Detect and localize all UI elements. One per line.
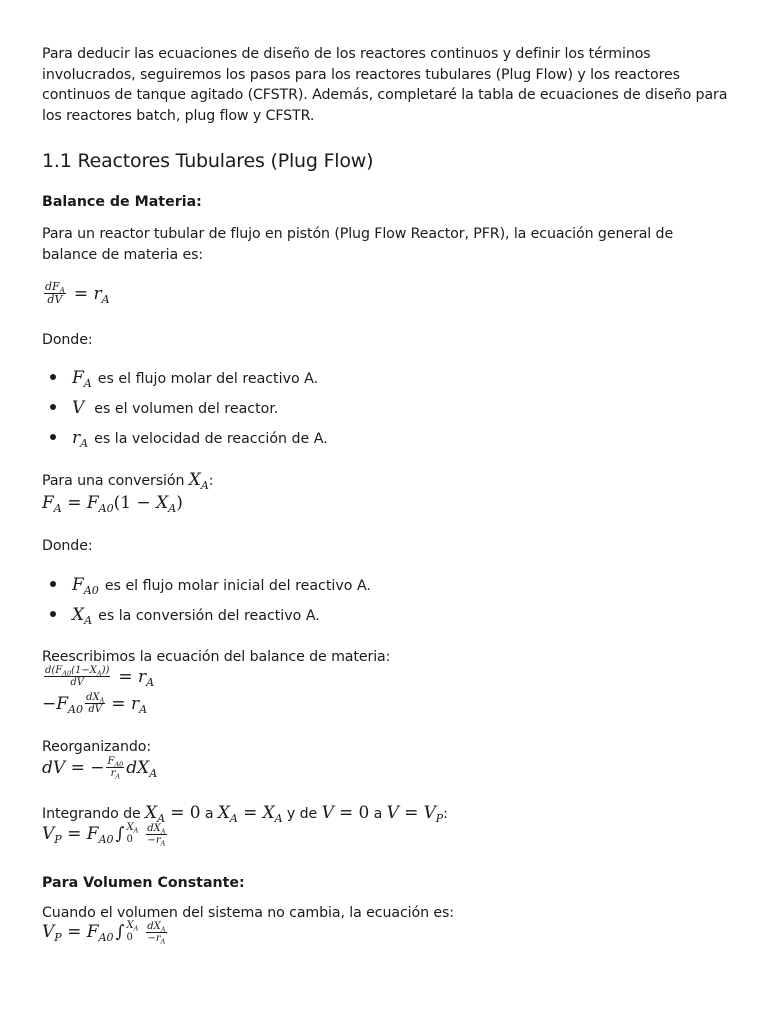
- list-item: $r_A$ es la velocidad de reacción de A.: [50, 428, 328, 448]
- equation-rewritten-1: $\frac{d(F_{A0}(1-X_A))}{dV}$ = $r_A$: [45, 665, 155, 689]
- balance-heading: Balance de Materia:: [42, 194, 202, 210]
- equation-integral-1: $V_P = F_{A0}$ ∫ $X_A$ 0 $\frac{dX_A}{-r_A}$: [42, 822, 166, 847]
- reescribimos-text: Reescribimos la ecuación del balance de materia:: [42, 649, 391, 665]
- integrando-line: Integrando de $X_A = 0$ a $X_A = X_A$ y de V = 0 a $V = V_P$:: [42, 803, 448, 825]
- list-item: $F_{A0}$ es el flujo molar inicial del reactivo A.: [50, 575, 371, 595]
- donde-label-2: Donde:: [42, 538, 93, 554]
- constant-volume-heading: Para Volumen Constante:: [42, 875, 245, 891]
- constant-volume-text: Cuando el volumen del sistema no cambia, la ecuación es:: [42, 905, 454, 921]
- equation-balance: $\frac{dF_A}{dV}$ = $r_A$: [45, 280, 110, 306]
- list-item: $X_A$ es la conversión del reactivo A.: [50, 605, 320, 625]
- intro-paragraph: Para deducir las ecuaciones de diseño de los reactores continuos y definir los términos involucrados, seguiremos los pasos para los reactores tubulares (Plug Flow) y los reactores continuos de tanque agitado (CFSTR). Además, completaré la tabla de ecuaciones de diseño para los reactores batch, plug flow y CFSTR.: [42, 46, 728, 124]
- equation-integral-2: $V_P = F_{A0}$ ∫ $X_A$ 0 $\frac{dX_A}{-r_A}$: [42, 920, 166, 945]
- equation-conversion: $F_A = F_{A0}(1 - X_A)$: [42, 493, 183, 515]
- section-title: 1.1 Reactores Tubulares (Plug Flow): [42, 150, 374, 172]
- equation-reorganized: dV = − $\frac{F_{A0}}{r_A}$ $dX_A$: [42, 756, 158, 781]
- list-item: $F_A$ es el flujo molar del reactivo A.: [50, 368, 318, 388]
- conversion-line: Para una conversión $X_A$:: [42, 470, 214, 492]
- equation-rewritten-2: $-F_{A0}$ $\frac{dX_A}{dV}$ = $r_A$: [42, 692, 148, 716]
- equation-fraction: $\frac{dF_A}{dV}$: [45, 280, 65, 306]
- reorganizando-text: Reorganizando:: [42, 739, 152, 755]
- donde-label-1: Donde:: [42, 332, 93, 348]
- balance-paragraph: Para un reactor tubular de flujo en pistón (Plug Flow Reactor, PFR), la ecuación general de balance de materia es:: [42, 226, 674, 263]
- list-item: V es el volumen del reactor.: [50, 398, 278, 418]
